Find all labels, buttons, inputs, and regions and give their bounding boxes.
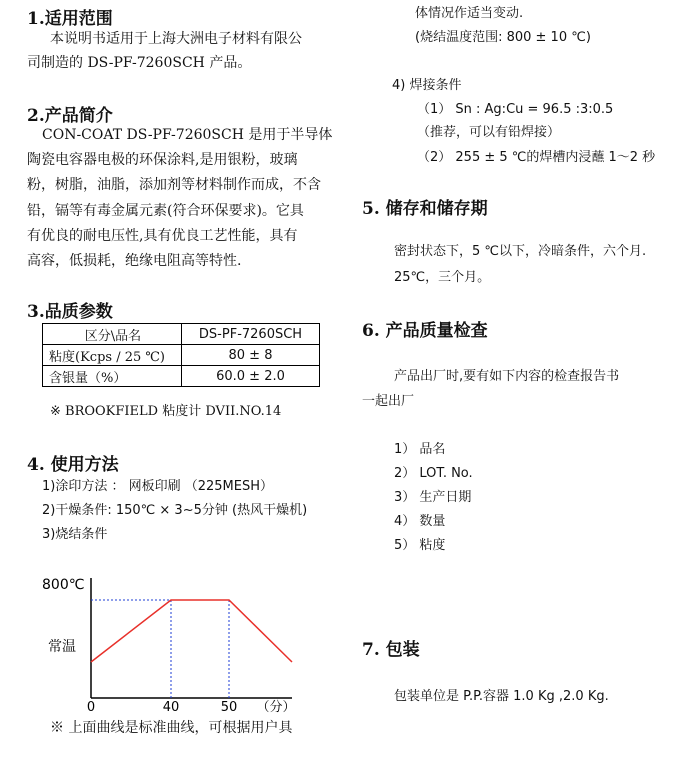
section-5-line-2: 25℃，三个月。 [394,270,491,285]
section-4-title: 4. 使用方法 [27,455,119,475]
section-5-title: 5. 储存和储存期 [362,199,488,219]
table-header-cell: DS-PF-7260SCH [182,324,320,345]
section-2-line-5: 有优良的耐电压性,具有优良工艺性能，具有 [27,228,298,244]
section-5-line-1: 密封状态下，5 ℃以下，冷暗条件，六个月. [394,244,647,259]
quality-table [42,323,320,387]
y-label-low: 常温 [48,639,76,655]
section-7-title: 7. 包装 [362,640,420,660]
section-2-line-3: 粉，树脂，油脂，添加剂等材料制作而成，不含 [27,177,321,193]
check-item-1: 1） 品名 [394,442,446,457]
chart-guides [91,600,229,698]
solder-title: 4) 焊接条件 [392,78,462,93]
table-cell: 粘度(Kcps / 25 ℃) [43,345,182,366]
y-label-high: 800℃ [42,577,85,593]
section-1-line-2: 司制造的 DS-PF-7260SCH 产品。 [27,55,252,71]
method-item-1: 1)涂印方法 ： 网板印刷 （225MESH） [42,479,274,494]
check-item-3: 3） 生产日期 [394,490,472,505]
section-1-line-1: 本说明书适用于上海大洲电子材料有限公 [50,31,302,47]
section-2-line-2: 陶瓷电容器电极的环保涂料,是用银粉，玻璃 [27,152,298,168]
x-tick-label: （分） [256,700,296,715]
x-tick-label: 0 [86,700,96,715]
method-item-3: 3)烧结条件 [42,527,108,542]
check-item-5: 5） 粘度 [394,538,446,553]
solder-item-1-note: （推荐，可以有铅焊接） [417,125,561,140]
table-header-cell: 区分\品名 [43,324,182,345]
x-tick-label: 40 [162,700,180,715]
section-6-line-1: 产品出厂时,要有如下内容的检查报告书 [394,369,620,384]
section-6-title: 6. 产品质量检查 [362,321,488,341]
packaging-line: 包装单位是 P.P.容器 1.0 Kg ,2.0 Kg. [394,689,609,704]
table-cell: 含银量（%） [43,366,182,387]
continued-line-1: 体情况作适当变动. [415,6,524,21]
table-row [43,366,320,387]
table-row [43,345,320,366]
section-2-line-4: 铅，镉等有毒金属元素(符合环保要求)。它具 [27,203,304,219]
section-2-line-1: CON-COAT DS-PF-7260SCH 是用于半导体 [42,127,333,143]
firing-profile-chart [0,560,340,720]
table-cell: 80 ± 8 [182,345,320,366]
x-tick-labels [87,700,296,715]
solder-item-1: （1） Sn : Ag:Cu = 96.5 :3:0.5 [417,102,614,117]
section-2-line-6: 高容，低损耗，绝缘电阻高等特性. [27,253,242,269]
solder-item-2: （2） 255 ± 5 ℃的焊槽内浸蘸 1～2 秒 [417,150,656,165]
table-cell: 60.0 ± 2.0 [182,366,320,387]
section-3-title: 3.品质参数 [27,302,113,322]
check-item-4: 4） 数量 [394,514,446,529]
section-2-title: 2.产品简介 [27,106,113,126]
firing-profile-line [91,600,292,662]
table-header-row [43,324,320,345]
section-1-title: 1.适用范围 [27,9,113,29]
chart-note: ※ 上面曲线是标准曲线，可根据用户具 [50,720,293,736]
viscometer-note: ※ BROOKFIELD 粘度计 DVII.NO.14 [50,404,282,419]
check-item-2: 2） LOT. No. [394,466,473,481]
x-tick-label: 50 [220,700,238,715]
section-6-line-2: 一起出厂 [362,394,415,409]
method-item-2: 2)干燥条件: 150℃ × 3~5分钟 (热风干燥机) [42,503,308,518]
continued-line-2: (烧结温度范围: 800 ± 10 ℃) [415,30,591,45]
